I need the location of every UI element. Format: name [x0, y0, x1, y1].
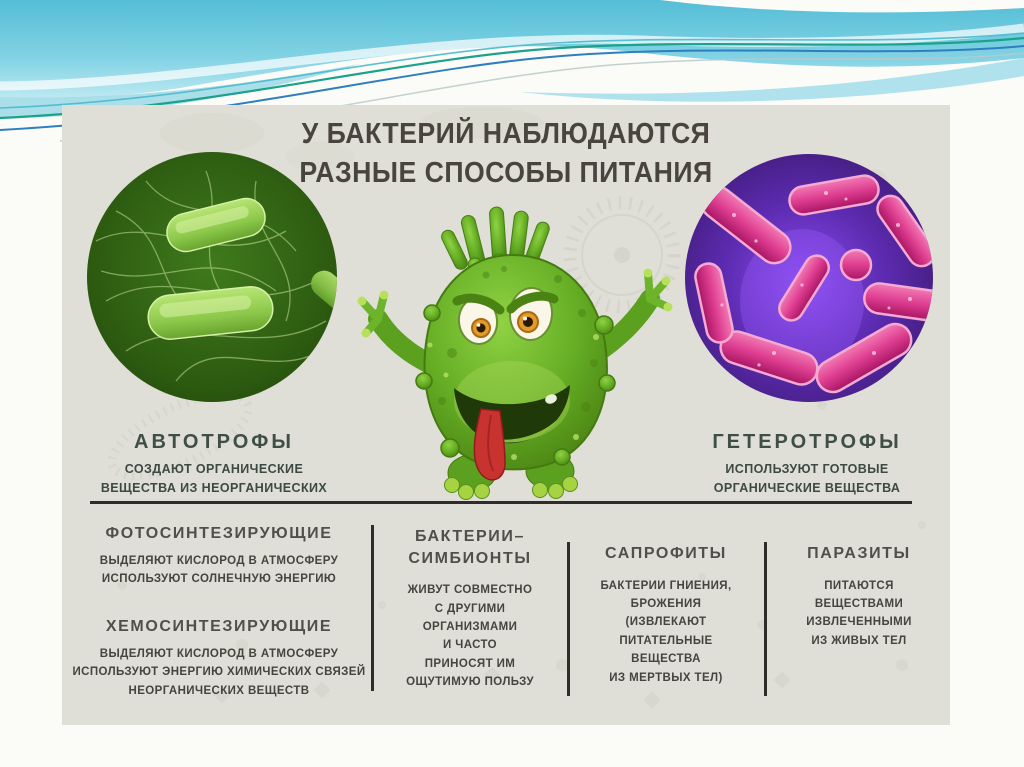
- parasites-heading: ПАРАЗИТЫ: [807, 545, 911, 562]
- title-line-1: У БАКТЕРИЙ НАБЛЮДАЮТСЯ: [301, 118, 711, 150]
- bacteria-monster-illustration: [354, 205, 674, 505]
- column-divider-2: [567, 542, 570, 696]
- saprophytes-heading: САПРОФИТЫ: [605, 545, 727, 562]
- chemosynthesizing-heading: ХЕМОСИНТЕЗИРУЮЩИЕ: [105, 618, 333, 636]
- heterotrophs-block: [658, 431, 956, 498]
- photosynthesizing-heading: ФОТОСИНТЕЗИРУЮЩИЕ: [105, 525, 333, 542]
- pink-bacteria-photo: [684, 153, 934, 403]
- autotrophs-description: СОЗДАЮТ ОРГАНИЧЕСКИЕ ВЕЩЕСТВА ИЗ НЕОРГАНИЧЕСКИХ: [100, 462, 328, 495]
- green-bacteria-photo: [86, 151, 338, 403]
- horizontal-divider: [90, 501, 912, 504]
- symbionts-heading: БАКТЕРИИ– СИМБИОНТЫ: [408, 528, 532, 567]
- heterotrophs-heading: ГЕТЕРОТРОФЫ: [712, 431, 902, 453]
- column-divider-3: [764, 542, 767, 696]
- heterotrophs-description: ИСПОЛЬЗУЮТ ГОТОВЫЕ ОРГАНИЧЕСКИЕ ВЕЩЕСТВА: [713, 462, 901, 495]
- title-line-2: РАЗНЫЕ СПОСОБЫ ПИТАНИЯ: [299, 157, 713, 190]
- column-divider-1: [371, 525, 374, 691]
- column-photosynthesizing-chemosynthesizing: [70, 523, 368, 700]
- slide-content-panel: [62, 105, 950, 725]
- chemosynthesizing-section: ХЕМОСИНТЕЗИРУЮЩИЕ ВЫДЕЛЯЮТ КИСЛОРОД В АТМОСФЕРУ ИСПОЛЬЗУЮТ ЭНЕРГИЮ ХИМИЧЕСКИХ СВЯЗЕЙ НЕОРГАНИЧЕСКИХ ВЕЩЕСТВ: [70, 616, 368, 700]
- column-parasites: ПАРАЗИТЫ ПИТАЮТСЯ ВЕЩЕСТВАМИ ИЗВЛЕЧЕННЫМИ ИЗ ЖИВЫХ ТЕЛ: [768, 543, 950, 650]
- autotrophs-block: [68, 431, 360, 498]
- column-saprophytes: САПРОФИТЫ БАКТЕРИИ ГНИЕНИЯ, БРОЖЕНИЯ (ИЗВЛЕКАЮТ ПИТАТЕЛЬНЫЕ ВЕЩЕСТВА ИЗ МЕРТВЫХ ТЕЛ): [571, 543, 761, 687]
- photosynthesizing-section: ФОТОСИНТЕЗИРУЮЩИЕ ВЫДЕЛЯЮТ КИСЛОРОД В АТМОСФЕРУ ИСПОЛЬЗУЮТ СОЛНЕЧНУЮ ЭНЕРГИЮ: [70, 523, 368, 588]
- autotrophs-heading: АВТОТРОФЫ: [134, 431, 294, 453]
- column-symbionts: БАКТЕРИИ– СИМБИОНТЫ ЖИВУТ СОВМЕСТНО С ДРУГИМИ ОРГАНИЗМАМИ И ЧАСТО ПРИНОСЯТ ИМ ОЩУТИМУЮ ПОЛЬЗУ: [376, 526, 564, 692]
